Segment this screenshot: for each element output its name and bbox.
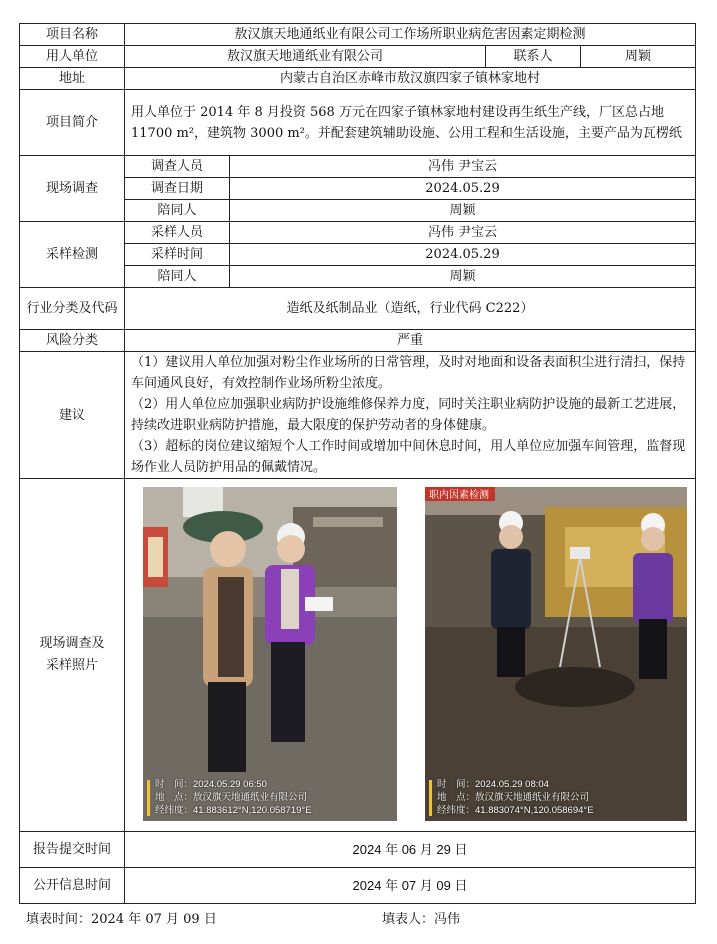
contact-label: 联系人 bbox=[486, 46, 581, 68]
photo-2-stamp bbox=[431, 778, 594, 817]
public-time-label: 公开信息时间 bbox=[20, 868, 125, 904]
filler: 填表人：冯伟 bbox=[382, 912, 461, 927]
intro-label: 项目简介 bbox=[20, 90, 125, 156]
advice-item: （3）超标的岗位建议缩短个人工作时间或增加中间休息时间，用人单位应加强车间管理，监督现场作业人员防护用品的佩戴情况。 bbox=[131, 439, 686, 475]
advice-item: （1）建议用人单位加强对粉尘作业场所的日常管理，及时对地面和设备表面积尘进行清扫，保持车间通风良好，有效控制作业场所粉尘浓度。 bbox=[131, 355, 686, 391]
sampling-staff-label: 采样人员 bbox=[125, 222, 230, 244]
site-photo-2 bbox=[425, 487, 687, 821]
sampling-label: 采样检测 bbox=[20, 222, 125, 288]
survey-date-value: 2024.05.29 bbox=[230, 178, 696, 200]
report-form bbox=[19, 23, 696, 904]
photos-cell bbox=[125, 479, 696, 832]
risk-value: 严重 bbox=[125, 330, 696, 352]
photo-2-place: 地 点：敖汉旗天地通纸业有限公司 bbox=[437, 792, 590, 803]
report-time-label: 报告提交时间 bbox=[20, 832, 125, 868]
report-time-value: 2024 年 06 月 29 日 bbox=[125, 832, 696, 868]
sampling-escort-label: 陪同人 bbox=[125, 266, 230, 288]
sampling-escort-value: 周颖 bbox=[230, 266, 696, 288]
photo-2-coords: 经纬度：41.883074°N,120.058694°E bbox=[437, 805, 594, 816]
employer-value: 敖汉旗天地通纸业有限公司 bbox=[125, 46, 486, 68]
risk-label: 风险分类 bbox=[20, 330, 125, 352]
banner-text: 职内因素检测 bbox=[429, 490, 489, 501]
photo-1-stamp bbox=[149, 778, 312, 817]
fill-date: 填表时间：2024 年 07 月 09 日 bbox=[26, 912, 217, 927]
industry-label: 行业分类及代码 bbox=[20, 288, 125, 330]
advice-label: 建议 bbox=[20, 352, 125, 479]
address-value: 内蒙古自治区赤峰市敖汉旗四家子镇林家地村 bbox=[125, 68, 696, 90]
site-photo-1 bbox=[143, 487, 397, 821]
contact-value: 周颖 bbox=[581, 46, 696, 68]
photo-1-coords: 经纬度：41.883612°N,120.058719°E bbox=[155, 805, 312, 816]
survey-staff-label: 调查人员 bbox=[125, 156, 230, 178]
sampling-time-label: 采样时间 bbox=[125, 244, 230, 266]
stamp-bar bbox=[147, 780, 150, 816]
project-name-value: 敖汉旗天地通纸业有限公司工作场所职业病危害因素定期检测 bbox=[125, 24, 696, 46]
project-name-label: 项目名称 bbox=[20, 24, 125, 46]
site-photo-1-image bbox=[143, 487, 397, 821]
survey-label: 现场调查 bbox=[20, 156, 125, 222]
survey-staff-value: 冯伟 尹宝云 bbox=[230, 156, 696, 178]
photo-2-time: 时 间：2024.05.29 08:04 bbox=[437, 779, 549, 790]
photo-1-place: 地 点：敖汉旗天地通纸业有限公司 bbox=[155, 792, 308, 803]
advice-item: （2）用人单位应加强职业病防护设施维修保养力度，同时关注职业病防护设施的最新工艺进展，持续改进职业病防护措施，最大限度的保护劳动者的身体健康。 bbox=[131, 397, 686, 433]
photo-1-time: 时 间：2024.05.29 06:50 bbox=[155, 779, 267, 790]
employer-label: 用人单位 bbox=[20, 46, 125, 68]
sampling-staff-value: 冯伟 尹宝云 bbox=[230, 222, 696, 244]
site-photo-2-image bbox=[425, 487, 687, 821]
intro-text: 用人单位于 2014 年 8 月投资 568 万元在四家子镇林家地村建设再生纸生产线，厂区总占地 11700 m²，建筑物 3000 m²。并配套建筑辅助设施、公用工程和生活设施，主要产品为瓦楞纸 bbox=[125, 90, 696, 156]
address-label: 地址 bbox=[20, 68, 125, 90]
public-time-value: 2024 年 07 月 09 日 bbox=[125, 868, 696, 904]
photos-label: 现场调查及采样照片 bbox=[20, 479, 125, 832]
survey-escort-label: 陪同人 bbox=[125, 200, 230, 222]
stamp-bar bbox=[429, 780, 432, 816]
survey-date-label: 调查日期 bbox=[125, 178, 230, 200]
industry-value: 造纸及纸制品业（造纸，行业代码 C222） bbox=[125, 288, 696, 330]
advice-content bbox=[125, 352, 696, 479]
sampling-time-value: 2024.05.29 bbox=[230, 244, 696, 266]
survey-escort-value: 周颖 bbox=[230, 200, 696, 222]
